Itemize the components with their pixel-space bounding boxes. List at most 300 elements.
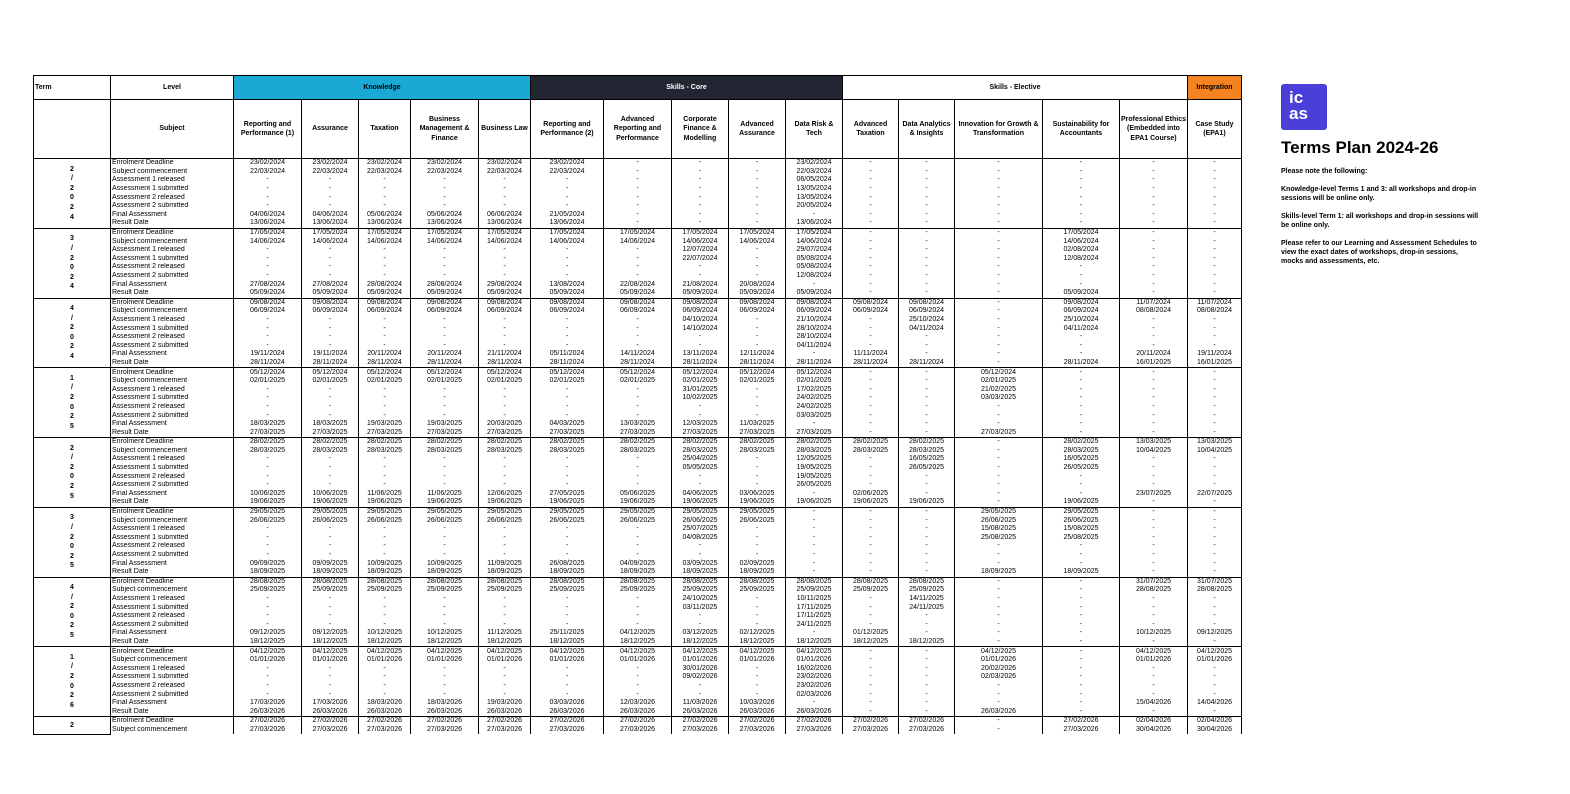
date-cell: - (531, 542, 604, 551)
date-cell: 09/08/2024 (411, 298, 479, 307)
logo-text-top: ic (1289, 88, 1304, 107)
date-cell: - (1188, 341, 1242, 350)
date-cell: 28/03/2025 (411, 447, 479, 456)
date-cell: - (729, 664, 786, 673)
date-cell: - (479, 385, 531, 394)
row-label: Assessment 2 submitted (111, 620, 234, 629)
term-label: 1 / 2 0 2 5 (34, 368, 111, 438)
row-label: Assessment 1 submitted (111, 255, 234, 264)
row-label: Assessment 1 submitted (111, 324, 234, 333)
date-cell: 18/09/2025 (729, 568, 786, 577)
date-cell: 12/05/2025 (786, 455, 843, 464)
date-cell: - (672, 185, 729, 194)
date-cell: 12/11/2024 (729, 350, 786, 359)
row-label: Result Date (111, 568, 234, 577)
table-row (34, 411, 1242, 420)
date-cell: 17/05/2024 (479, 228, 531, 237)
date-cell: - (1043, 699, 1120, 708)
date-cell: 16/05/2025 (899, 455, 955, 464)
date-cell: 21/08/2024 (672, 280, 729, 289)
term-label: 4 / 2 0 2 4 (34, 298, 111, 368)
date-cell: - (604, 481, 672, 490)
date-cell: 10/04/2025 (1120, 447, 1188, 456)
date-cell: - (411, 185, 479, 194)
date-cell: - (729, 411, 786, 420)
date-cell: - (234, 481, 302, 490)
row-label: Assessment 1 released (111, 176, 234, 185)
date-cell: - (359, 673, 411, 682)
date-cell: - (479, 333, 531, 342)
date-cell: 27/02/2026 (234, 717, 302, 726)
date-cell: 28/08/2025 (359, 577, 411, 586)
date-cell: - (531, 333, 604, 342)
date-cell: 28/03/2025 (1043, 447, 1120, 456)
date-cell: - (899, 542, 955, 551)
date-cell: - (843, 464, 899, 473)
date-cell: - (899, 629, 955, 638)
date-cell: - (955, 577, 1043, 586)
date-cell: - (672, 263, 729, 272)
date-cell: - (411, 542, 479, 551)
date-cell: - (531, 324, 604, 333)
date-cell: 30/04/2026 (1188, 726, 1242, 735)
group-header-1: Skills - Core (531, 76, 843, 100)
date-cell: - (302, 176, 359, 185)
row-label: Assessment 1 submitted (111, 534, 234, 543)
date-cell: 09/08/2024 (302, 298, 359, 307)
table-row (34, 428, 1242, 437)
date-cell: - (302, 455, 359, 464)
date-cell: - (729, 542, 786, 551)
table-row (34, 420, 1242, 429)
date-cell: - (672, 168, 729, 177)
date-cell: 10/09/2025 (359, 559, 411, 568)
date-cell: 09/12/2025 (302, 629, 359, 638)
table-row (34, 577, 1242, 586)
date-cell: - (531, 272, 604, 281)
date-cell: 19/06/2025 (899, 498, 955, 507)
date-cell: - (359, 464, 411, 473)
date-cell: - (411, 551, 479, 560)
date-cell: 19/11/2024 (1188, 350, 1242, 359)
date-cell: 22/03/2024 (234, 168, 302, 177)
date-cell: - (302, 272, 359, 281)
date-cell: - (955, 481, 1043, 490)
date-cell: 28/02/2025 (729, 438, 786, 447)
date-cell: - (729, 682, 786, 691)
date-cell: 27/02/2026 (604, 717, 672, 726)
date-cell: 14/06/2024 (479, 237, 531, 246)
date-cell: - (899, 551, 955, 560)
date-cell: 17/05/2024 (604, 228, 672, 237)
date-cell: 13/11/2024 (672, 350, 729, 359)
date-cell: - (1043, 586, 1120, 595)
date-cell: 27/08/2024 (234, 280, 302, 289)
date-cell: 05/12/2024 (729, 368, 786, 377)
table-row (34, 307, 1242, 316)
date-cell: - (1043, 411, 1120, 420)
date-cell: - (899, 411, 955, 420)
date-cell: 28/08/2025 (479, 577, 531, 586)
date-cell: - (1043, 341, 1120, 350)
date-cell: - (411, 272, 479, 281)
date-cell: 19/06/2025 (672, 498, 729, 507)
date-cell: 05/12/2024 (359, 368, 411, 377)
date-cell: 09/08/2024 (234, 298, 302, 307)
date-cell: - (1120, 682, 1188, 691)
date-cell: - (1120, 289, 1188, 298)
date-cell: 12/06/2025 (479, 490, 531, 499)
date-cell: 04/12/2025 (672, 647, 729, 656)
date-cell: 10/11/2025 (786, 595, 843, 604)
date-cell: 02/01/2025 (672, 377, 729, 386)
row-label: Enrolment Deadline (111, 507, 234, 516)
date-cell: - (234, 193, 302, 202)
date-cell: - (604, 211, 672, 220)
date-cell: 18/09/2025 (234, 568, 302, 577)
date-cell: - (955, 551, 1043, 560)
date-cell: - (955, 193, 1043, 202)
date-cell: 26/05/2025 (1043, 464, 1120, 473)
date-cell: - (479, 534, 531, 543)
date-cell: 17/03/2026 (302, 699, 359, 708)
date-cell: - (1188, 202, 1242, 211)
date-cell: - (1120, 638, 1188, 647)
date-cell: 28/11/2024 (1043, 359, 1120, 368)
date-cell: - (1043, 403, 1120, 412)
date-cell: - (479, 394, 531, 403)
date-cell: - (1188, 316, 1242, 325)
date-cell: - (955, 246, 1043, 255)
date-cell: - (843, 656, 899, 665)
date-cell: 21/05/2024 (531, 211, 604, 220)
date-cell: - (531, 246, 604, 255)
table-row (34, 638, 1242, 647)
subject-column-header: Reporting and Performance (1) (234, 100, 302, 159)
date-cell: 27/03/2026 (479, 726, 531, 735)
date-cell: 15/08/2025 (1043, 525, 1120, 534)
table-row (34, 289, 1242, 298)
date-cell: - (411, 455, 479, 464)
date-cell: - (1188, 516, 1242, 525)
date-cell: - (1188, 551, 1242, 560)
date-cell: 28/02/2025 (359, 438, 411, 447)
date-cell: - (1120, 377, 1188, 386)
date-cell: - (531, 403, 604, 412)
row-label: Subject commencement (111, 377, 234, 386)
date-cell: - (479, 193, 531, 202)
date-cell: 02/08/2024 (1043, 246, 1120, 255)
date-cell: 05/12/2024 (786, 368, 843, 377)
date-cell: - (1188, 176, 1242, 185)
date-cell: 28/03/2025 (234, 447, 302, 456)
date-cell: 18/03/2025 (302, 420, 359, 429)
date-cell: - (359, 403, 411, 412)
date-cell: 28/11/2024 (604, 359, 672, 368)
date-cell: 02/01/2025 (302, 377, 359, 386)
date-cell: 06/09/2024 (234, 307, 302, 316)
date-cell: 18/12/2025 (604, 638, 672, 647)
date-cell: - (302, 673, 359, 682)
date-cell: 22/03/2024 (359, 168, 411, 177)
date-cell: 17/05/2024 (234, 228, 302, 237)
row-label: Assessment 1 released (111, 595, 234, 604)
date-cell: 16/02/2026 (786, 664, 843, 673)
date-cell: 25/09/2025 (672, 586, 729, 595)
date-cell: - (1043, 219, 1120, 228)
row-label: Final Assessment (111, 280, 234, 289)
date-cell: 27/03/2025 (302, 428, 359, 437)
date-cell: 06/09/2024 (531, 307, 604, 316)
date-cell: 28/11/2024 (479, 359, 531, 368)
date-cell: 29/05/2025 (955, 507, 1043, 516)
date-cell: - (899, 490, 955, 499)
date-cell: - (234, 333, 302, 342)
date-cell: 04/12/2025 (1188, 647, 1242, 656)
date-cell: - (234, 324, 302, 333)
date-cell: - (359, 472, 411, 481)
date-cell: - (302, 403, 359, 412)
date-cell: 29/05/2025 (411, 507, 479, 516)
date-cell: 26/06/2025 (604, 516, 672, 525)
date-cell: - (1120, 272, 1188, 281)
date-cell: 20/05/2024 (786, 202, 843, 211)
date-cell: 11/11/2024 (843, 350, 899, 359)
date-cell: - (1120, 516, 1188, 525)
date-cell: 27/03/2026 (1043, 726, 1120, 735)
date-cell: 28/03/2025 (479, 447, 531, 456)
date-cell: 19/06/2025 (604, 498, 672, 507)
date-cell: - (843, 525, 899, 534)
date-cell: - (955, 341, 1043, 350)
date-cell: - (604, 690, 672, 699)
date-cell: - (843, 377, 899, 386)
date-cell: 01/01/2026 (786, 656, 843, 665)
date-cell: - (955, 228, 1043, 237)
date-cell: 23/02/2024 (411, 159, 479, 168)
date-cell: - (479, 403, 531, 412)
date-cell: 27/03/2026 (729, 726, 786, 735)
date-cell: - (359, 193, 411, 202)
date-cell: - (359, 612, 411, 621)
table-row (34, 568, 1242, 577)
date-cell: - (531, 263, 604, 272)
date-cell: - (843, 664, 899, 673)
date-cell: - (1043, 263, 1120, 272)
date-cell: 09/12/2025 (234, 629, 302, 638)
date-cell: 03/03/2025 (955, 394, 1043, 403)
date-cell: 24/11/2025 (899, 603, 955, 612)
date-cell: 14/06/2024 (359, 237, 411, 246)
date-cell: - (302, 255, 359, 264)
date-cell: 04/12/2025 (1120, 647, 1188, 656)
date-cell: - (899, 263, 955, 272)
date-cell: - (359, 202, 411, 211)
date-cell: 26/03/2026 (359, 707, 411, 716)
note-paragraph: Please refer to our Learning and Assessment Schedules to view the exact dates of workshops, drop-in sessions, mocks and assessments, etc. (1281, 240, 1477, 265)
date-cell: 28/10/2024 (786, 324, 843, 333)
date-cell: - (729, 202, 786, 211)
date-cell: 05/08/2024 (786, 263, 843, 272)
date-cell: - (604, 185, 672, 194)
table-row (34, 612, 1242, 621)
date-cell: - (1120, 481, 1188, 490)
date-cell: - (531, 255, 604, 264)
date-cell: - (899, 707, 955, 716)
date-cell: 17/05/2024 (1043, 228, 1120, 237)
date-cell: - (843, 595, 899, 604)
table-row (34, 176, 1242, 185)
date-cell: - (899, 559, 955, 568)
row-label: Assessment 2 submitted (111, 411, 234, 420)
date-cell: 24/11/2025 (786, 620, 843, 629)
date-cell: 06/09/2024 (479, 307, 531, 316)
date-cell: - (359, 255, 411, 264)
date-cell: 09/02/2026 (672, 673, 729, 682)
group-header-row (34, 76, 1242, 100)
date-cell: 05/09/2024 (531, 289, 604, 298)
date-cell: 14/06/2024 (531, 237, 604, 246)
date-cell: - (302, 525, 359, 534)
date-cell: - (1120, 403, 1188, 412)
date-cell: 26/03/2026 (302, 707, 359, 716)
date-cell: - (479, 542, 531, 551)
subject-column-header: Business Management & Finance (411, 100, 479, 159)
date-cell: - (1120, 603, 1188, 612)
date-cell: 25/09/2025 (531, 586, 604, 595)
date-cell: - (899, 341, 955, 350)
date-cell: - (843, 316, 899, 325)
term-blank-header (34, 100, 111, 159)
row-label: Subject commencement (111, 516, 234, 525)
date-cell: - (479, 272, 531, 281)
terms-plan-table (33, 75, 1242, 735)
date-cell: 01/01/2026 (729, 656, 786, 665)
date-cell: - (729, 673, 786, 682)
date-cell: 27/03/2026 (672, 726, 729, 735)
date-cell: - (531, 411, 604, 420)
date-cell: - (604, 542, 672, 551)
date-cell: - (302, 263, 359, 272)
term-label: 2 / 2 0 2 5 (34, 438, 111, 508)
date-cell: 26/06/2025 (672, 516, 729, 525)
date-cell: 05/12/2024 (234, 368, 302, 377)
date-cell: - (359, 246, 411, 255)
table-row (34, 664, 1242, 673)
date-cell: 09/08/2024 (729, 298, 786, 307)
date-cell: - (479, 525, 531, 534)
date-cell: 23/02/2024 (531, 159, 604, 168)
row-label: Result Date (111, 498, 234, 507)
date-cell: 10/06/2025 (234, 490, 302, 499)
date-cell: - (411, 324, 479, 333)
schedule-body (34, 159, 1242, 735)
date-cell: 16/05/2025 (1043, 455, 1120, 464)
date-cell: 27/03/2025 (729, 428, 786, 437)
date-cell: - (672, 472, 729, 481)
date-cell: - (1120, 428, 1188, 437)
date-cell: - (1188, 420, 1242, 429)
row-label: Assessment 1 released (111, 664, 234, 673)
date-cell: - (843, 603, 899, 612)
date-cell: 19/06/2025 (786, 498, 843, 507)
row-label: Assessment 2 released (111, 472, 234, 481)
date-cell: - (955, 263, 1043, 272)
date-cell: 18/12/2025 (479, 638, 531, 647)
date-cell: - (1120, 394, 1188, 403)
date-cell: - (672, 690, 729, 699)
date-cell: 18/03/2026 (411, 699, 479, 708)
date-cell: 28/11/2024 (843, 359, 899, 368)
date-cell: 02/01/2025 (955, 377, 1043, 386)
date-cell: - (729, 341, 786, 350)
date-cell: - (1188, 638, 1242, 647)
table-row (34, 316, 1242, 325)
date-cell: 12/03/2026 (604, 699, 672, 708)
date-cell: - (955, 455, 1043, 464)
date-cell: - (411, 534, 479, 543)
date-cell: - (1043, 647, 1120, 656)
date-cell: - (955, 255, 1043, 264)
group-header-2: Skills - Elective (843, 76, 1188, 100)
date-cell: - (899, 280, 955, 289)
date-cell: 18/09/2025 (359, 568, 411, 577)
date-cell: 05/05/2025 (672, 464, 729, 473)
date-cell: 04/11/2024 (1043, 324, 1120, 333)
date-cell: - (672, 612, 729, 621)
date-cell: - (1120, 568, 1188, 577)
date-cell: 05/09/2024 (604, 289, 672, 298)
date-cell: - (843, 507, 899, 516)
date-cell: - (843, 612, 899, 621)
date-cell: 27/02/2026 (899, 717, 955, 726)
date-cell: 05/12/2024 (955, 368, 1043, 377)
date-cell: - (843, 403, 899, 412)
subject-column-header: Sustainability for Accountants (1043, 100, 1120, 159)
row-label: Result Date (111, 359, 234, 368)
date-cell: - (411, 176, 479, 185)
date-cell: 23/07/2025 (1120, 490, 1188, 499)
date-cell: 06/09/2024 (672, 307, 729, 316)
date-cell: 26/05/2025 (899, 464, 955, 473)
date-cell: 14/06/2024 (672, 237, 729, 246)
date-cell: 05/09/2024 (786, 289, 843, 298)
table-row (34, 159, 1242, 168)
date-cell: 01/01/2026 (531, 656, 604, 665)
date-cell: - (843, 159, 899, 168)
date-cell: - (899, 211, 955, 220)
date-cell: 26/06/2025 (729, 516, 786, 525)
date-cell: 04/08/2025 (672, 534, 729, 543)
date-cell: - (411, 316, 479, 325)
date-cell: - (955, 612, 1043, 621)
date-cell: 12/07/2024 (672, 246, 729, 255)
date-cell: - (843, 385, 899, 394)
date-cell: - (672, 193, 729, 202)
date-cell: - (843, 568, 899, 577)
date-cell: - (411, 246, 479, 255)
date-cell: 28/08/2025 (1188, 586, 1242, 595)
date-cell: - (411, 595, 479, 604)
date-cell: - (604, 673, 672, 682)
row-label: Assessment 2 submitted (111, 690, 234, 699)
date-cell: - (1188, 498, 1242, 507)
date-cell: 18/12/2025 (899, 638, 955, 647)
date-cell: - (234, 682, 302, 691)
date-cell: - (1120, 542, 1188, 551)
date-cell: - (672, 620, 729, 629)
date-cell: - (899, 246, 955, 255)
